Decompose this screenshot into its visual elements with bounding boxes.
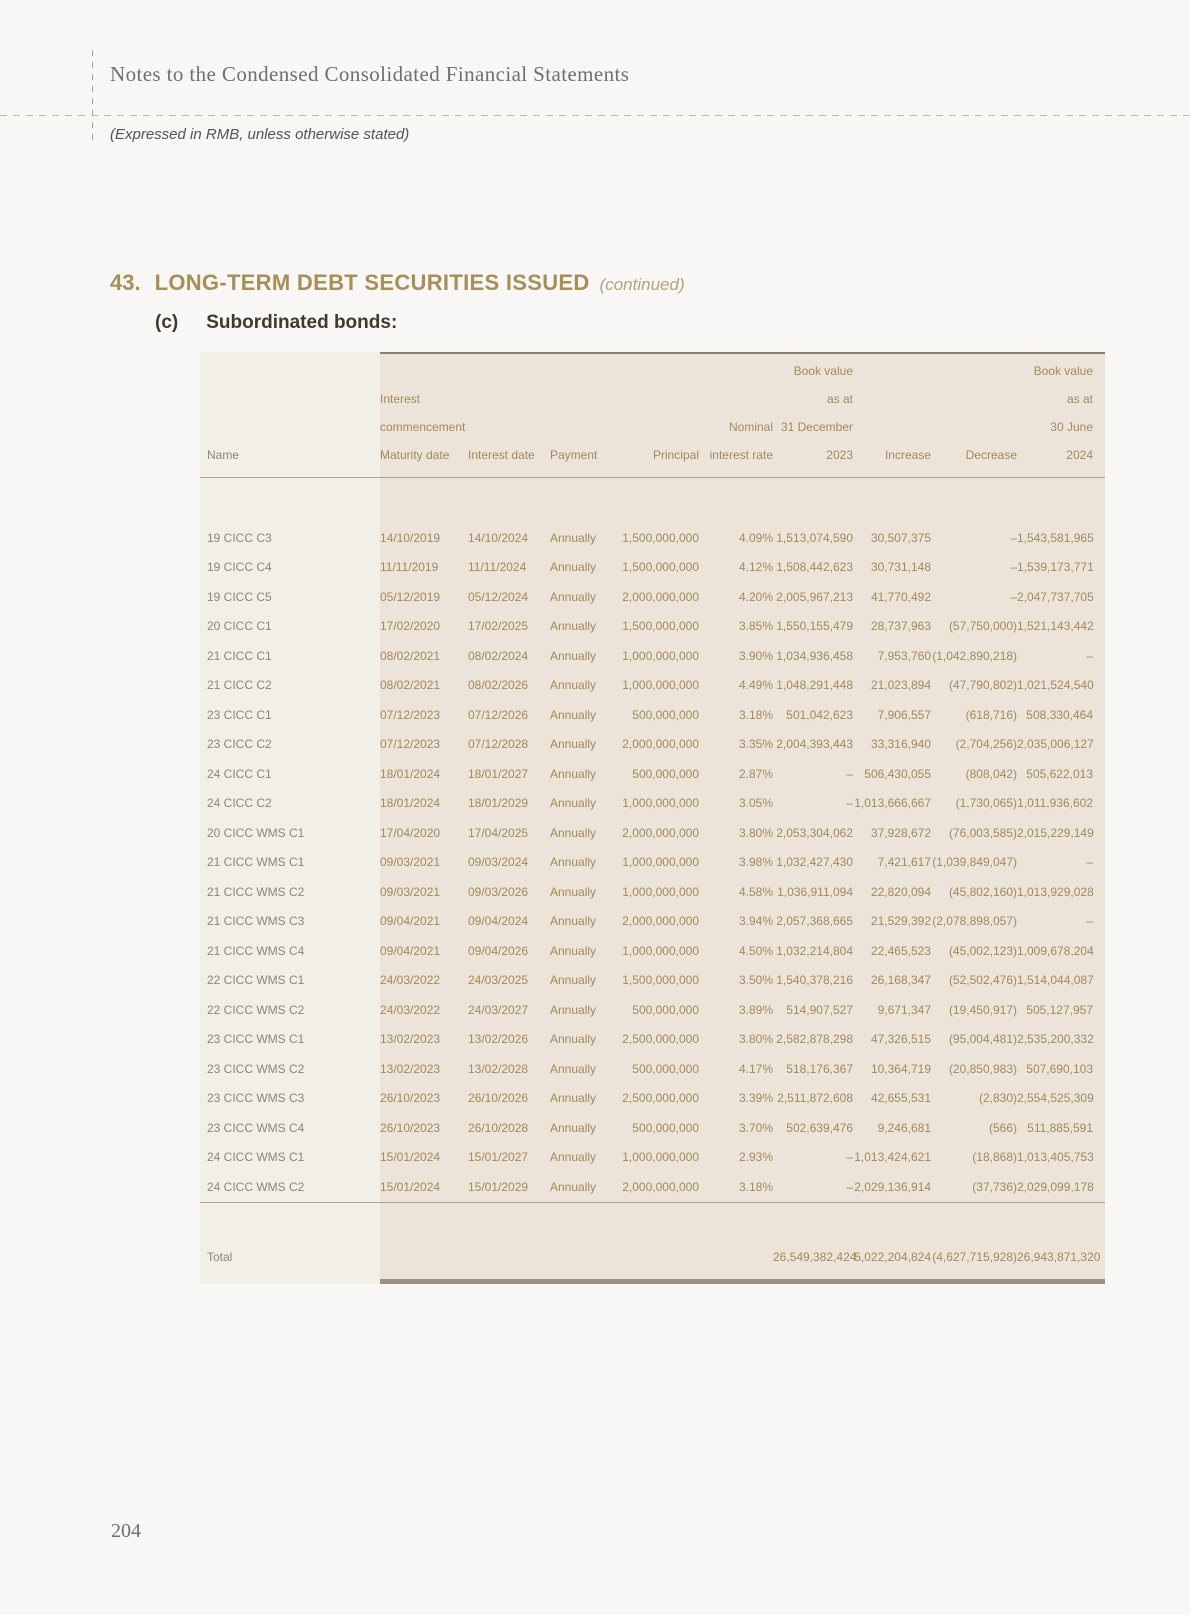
table-row xyxy=(200,818,1105,848)
cell-book-value-2024: – xyxy=(1086,914,1093,929)
table-body xyxy=(200,478,1105,1202)
cell-nominal-interest-rate: 3.50% xyxy=(738,973,773,988)
cell-principal: 1,000,000,000 xyxy=(622,884,699,899)
column-header-nominal-interest-rate: Nominal interest rate xyxy=(709,420,773,462)
cell-maturity-date: 26/10/2023 xyxy=(380,1120,441,1135)
cell-book-value-2024: 2,047,737,705 xyxy=(1017,589,1094,604)
table-row xyxy=(200,641,1105,671)
cell-maturity-date: 18/01/2024 xyxy=(380,766,441,781)
cell-increase: 7,421,617 xyxy=(877,855,931,870)
cell-book-value-2024: 507,690,103 xyxy=(1026,1061,1093,1076)
cell-increase: 10,364,719 xyxy=(870,1061,931,1076)
cell-maturity-date: 09/03/2021 xyxy=(380,855,441,870)
cell-principal: 500,000,000 xyxy=(632,707,699,722)
cell-interest-date: 24/03/2025 xyxy=(468,973,529,988)
column-header-interest-date: Interest date xyxy=(468,448,535,462)
table-row xyxy=(200,789,1105,819)
cell-bond-name: 23 CICC WMS C4 xyxy=(207,1120,305,1135)
cell-bond-name: 21 CICC WMS C1 xyxy=(207,855,305,870)
cell-bond-name: 24 CICC C1 xyxy=(207,766,272,781)
cell-principal: 1,000,000,000 xyxy=(622,678,699,693)
column-header-principal: Principal xyxy=(652,448,699,462)
cell-payment: Annually xyxy=(550,1002,597,1017)
table-row xyxy=(200,730,1105,760)
cell-book-value-2023: 2,057,368,665 xyxy=(776,914,853,929)
cell-book-value-2023: – xyxy=(846,766,853,781)
cell-book-value-2024: 1,009,678,204 xyxy=(1017,943,1094,958)
cell-interest-date: 14/10/2024 xyxy=(468,530,529,545)
cell-book-value-2024: 2,035,006,127 xyxy=(1017,737,1094,752)
cell-payment: Annually xyxy=(550,678,597,693)
cell-nominal-interest-rate: 2.87% xyxy=(738,766,773,781)
cell-book-value-2024: 2,535,200,332 xyxy=(1017,1032,1094,1047)
cell-maturity-date: 26/10/2023 xyxy=(380,1091,441,1106)
cell-book-value-2024: 1,539,173,771 xyxy=(1017,560,1094,575)
column-header-book-value-2024: Book value as at 30 June 2024 xyxy=(1033,364,1093,462)
cell-increase: 1,013,666,667 xyxy=(854,796,931,811)
cell-interest-date: 08/02/2024 xyxy=(468,648,529,663)
cell-maturity-date: 09/04/2021 xyxy=(380,943,441,958)
cell-payment: Annually xyxy=(550,737,597,752)
table-row xyxy=(200,700,1105,730)
cell-nominal-interest-rate: 3.70% xyxy=(738,1120,773,1135)
cell-decrease: (808,042) xyxy=(965,766,1017,781)
cell-book-value-2023: 1,036,911,094 xyxy=(777,884,853,899)
subsection-heading xyxy=(155,312,397,334)
cell-book-value-2023: 1,513,074,590 xyxy=(776,530,853,545)
cell-bond-name: 20 CICC C1 xyxy=(207,619,272,634)
cell-maturity-date: 08/02/2021 xyxy=(380,678,441,693)
subordinated-bonds-table xyxy=(200,352,1105,1284)
document-title: Notes to the Condensed Consolidated Financial Statements xyxy=(110,62,630,86)
cell-nominal-interest-rate: 3.85% xyxy=(738,619,773,634)
cell-maturity-date: 05/12/2019 xyxy=(380,589,441,604)
cell-interest-date: 26/10/2028 xyxy=(468,1120,529,1135)
cell-book-value-2024: 1,514,044,087 xyxy=(1017,973,1094,988)
cell-decrease: (19,450,917) xyxy=(948,1002,1017,1017)
cell-nominal-interest-rate: 3.05% xyxy=(738,796,773,811)
cell-decrease: (1,042,890,218) xyxy=(932,648,1017,663)
cell-interest-date: 13/02/2026 xyxy=(468,1032,529,1047)
cell-decrease: – xyxy=(1010,530,1017,545)
cell-principal: 1,000,000,000 xyxy=(622,648,699,663)
table-row xyxy=(200,1143,1105,1173)
cell-decrease: (1,730,065) xyxy=(955,796,1017,811)
cell-increase: 7,953,760 xyxy=(877,648,931,663)
cell-maturity-date: 09/03/2021 xyxy=(380,884,441,899)
total-book-value-2024: 26,943,871,320 xyxy=(1017,1250,1101,1265)
cell-increase: 506,430,055 xyxy=(864,766,931,781)
cell-interest-date: 15/01/2029 xyxy=(468,1179,529,1194)
table-row xyxy=(200,759,1105,789)
cell-interest-date: 18/01/2029 xyxy=(468,796,529,811)
cell-nominal-interest-rate: 4.09% xyxy=(738,530,773,545)
cell-interest-date: 11/11/2024 xyxy=(468,560,527,575)
cell-increase: 30,731,148 xyxy=(870,560,931,575)
cell-principal: 2,000,000,000 xyxy=(622,737,699,752)
cell-book-value-2023: 1,034,936,458 xyxy=(776,648,853,663)
cell-nominal-interest-rate: 4.58% xyxy=(738,884,773,899)
cell-book-value-2023: – xyxy=(846,1179,853,1194)
cell-payment: Annually xyxy=(550,766,597,781)
cell-payment: Annually xyxy=(550,1091,597,1106)
cell-increase: 26,168,347 xyxy=(870,973,931,988)
cell-maturity-date: 07/12/2023 xyxy=(380,707,441,722)
cell-bond-name: 19 CICC C3 xyxy=(207,530,272,545)
cell-book-value-2023: 1,540,378,216 xyxy=(776,973,853,988)
cell-book-value-2023: – xyxy=(846,796,853,811)
section-number: 43. xyxy=(110,270,141,295)
vertical-dashed-rule xyxy=(92,50,93,145)
cell-interest-date: 09/04/2026 xyxy=(468,943,529,958)
cell-bond-name: 19 CICC C5 xyxy=(207,589,272,604)
cell-decrease: (1,039,849,047) xyxy=(932,855,1017,870)
cell-interest-date: 15/01/2027 xyxy=(468,1150,529,1165)
cell-bond-name: 22 CICC WMS C1 xyxy=(207,973,305,988)
cell-maturity-date: 08/02/2021 xyxy=(380,648,441,663)
table-row xyxy=(200,612,1105,642)
cell-book-value-2024: 511,885,591 xyxy=(1027,1120,1093,1135)
cell-decrease: (566) xyxy=(988,1120,1017,1135)
cell-principal: 2,500,000,000 xyxy=(622,1032,699,1047)
cell-decrease: (2,078,898,057) xyxy=(932,914,1017,929)
cell-decrease: (20,850,983) xyxy=(948,1061,1017,1076)
cell-increase: 33,316,940 xyxy=(870,737,931,752)
cell-book-value-2023: 1,032,427,430 xyxy=(776,855,853,870)
cell-bond-name: 21 CICC WMS C2 xyxy=(207,884,305,899)
cell-increase: 47,326,515 xyxy=(870,1032,931,1047)
cell-increase: 21,023,894 xyxy=(870,678,931,693)
cell-payment: Annually xyxy=(550,825,597,840)
cell-payment: Annually xyxy=(550,589,597,604)
column-header-book-value-2023: Book value as at 31 December 2023 xyxy=(780,364,853,462)
cell-nominal-interest-rate: 3.80% xyxy=(738,825,773,840)
cell-book-value-2023: 2,004,393,443 xyxy=(776,737,853,752)
cell-bond-name: 23 CICC C1 xyxy=(207,707,272,722)
table-row xyxy=(200,966,1105,996)
cell-bond-name: 21 CICC C1 xyxy=(207,648,272,663)
cell-maturity-date: 15/01/2024 xyxy=(380,1179,441,1194)
cell-book-value-2024: – xyxy=(1086,648,1093,663)
cell-bond-name: 20 CICC WMS C1 xyxy=(207,825,305,840)
cell-payment: Annually xyxy=(550,973,597,988)
cell-nominal-interest-rate: 4.17% xyxy=(738,1061,773,1076)
cell-decrease: (57,750,000) xyxy=(948,619,1017,634)
cell-interest-date: 17/02/2025 xyxy=(468,619,529,634)
cell-book-value-2023: 2,511,872,608 xyxy=(777,1091,853,1106)
cell-bond-name: 23 CICC WMS C3 xyxy=(207,1091,305,1106)
table-footer xyxy=(200,1202,1105,1284)
cell-increase: 28,737,963 xyxy=(870,619,931,634)
cell-decrease: (2,830) xyxy=(978,1091,1017,1106)
page-number: 204 xyxy=(111,1520,141,1542)
cell-increase: 30,507,375 xyxy=(870,530,931,545)
cell-bond-name: 23 CICC WMS C1 xyxy=(207,1032,305,1047)
cell-nominal-interest-rate: 3.18% xyxy=(738,707,773,722)
cell-payment: Annually xyxy=(550,1120,597,1135)
cell-principal: 2,000,000,000 xyxy=(622,589,699,604)
table-header-row xyxy=(200,352,1105,478)
cell-increase: 9,246,681 xyxy=(877,1120,931,1135)
cell-nominal-interest-rate: 3.90% xyxy=(738,648,773,663)
cell-principal: 2,000,000,000 xyxy=(622,1179,699,1194)
cell-interest-date: 13/02/2028 xyxy=(468,1061,529,1076)
cell-bond-name: 22 CICC WMS C2 xyxy=(207,1002,305,1017)
table-row xyxy=(200,671,1105,701)
cell-interest-date: 09/03/2024 xyxy=(468,855,529,870)
cell-increase: 2,029,136,914 xyxy=(854,1179,931,1194)
cell-principal: 1,500,000,000 xyxy=(622,560,699,575)
cell-principal: 1,500,000,000 xyxy=(622,973,699,988)
total-row xyxy=(200,1243,1105,1273)
cell-bond-name: 19 CICC C4 xyxy=(207,560,272,575)
cell-maturity-date: 09/04/2021 xyxy=(380,914,441,929)
cell-book-value-2024: 1,013,405,753 xyxy=(1017,1150,1094,1165)
cell-payment: Annually xyxy=(550,619,597,634)
cell-interest-date: 09/03/2026 xyxy=(468,884,529,899)
cell-bond-name: 23 CICC WMS C2 xyxy=(207,1061,305,1076)
cell-nominal-interest-rate: 3.89% xyxy=(738,1002,773,1017)
cell-nominal-interest-rate: 4.50% xyxy=(738,943,773,958)
table-row xyxy=(200,1113,1105,1143)
cell-payment: Annually xyxy=(550,648,597,663)
cell-interest-date: 08/02/2026 xyxy=(468,678,529,693)
cell-decrease: – xyxy=(1010,589,1017,604)
cell-book-value-2023: 2,005,967,213 xyxy=(776,589,853,604)
cell-book-value-2024: 2,554,525,309 xyxy=(1017,1091,1094,1106)
cell-payment: Annually xyxy=(550,560,597,575)
cell-nominal-interest-rate: 4.12% xyxy=(738,560,773,575)
table-row xyxy=(200,995,1105,1025)
cell-increase: 1,013,424,621 xyxy=(854,1150,931,1165)
cell-principal: 2,000,000,000 xyxy=(622,914,699,929)
cell-principal: 500,000,000 xyxy=(632,766,699,781)
cell-decrease: (47,790,802) xyxy=(948,678,1017,693)
cell-maturity-date: 24/03/2022 xyxy=(380,973,441,988)
cell-book-value-2023: 1,508,442,623 xyxy=(776,560,853,575)
cell-payment: Annually xyxy=(550,943,597,958)
cell-nominal-interest-rate: 4.20% xyxy=(738,589,773,604)
cell-bond-name: 23 CICC C2 xyxy=(207,737,272,752)
subsection-label: (c) xyxy=(155,312,179,333)
cell-principal: 1,000,000,000 xyxy=(622,796,699,811)
cell-nominal-interest-rate: 3.80% xyxy=(738,1032,773,1047)
cell-principal: 1,500,000,000 xyxy=(622,619,699,634)
cell-principal: 1,500,000,000 xyxy=(622,530,699,545)
cell-decrease: (18,868) xyxy=(972,1150,1017,1165)
cell-payment: Annually xyxy=(550,707,597,722)
cell-nominal-interest-rate: 3.98% xyxy=(738,855,773,870)
currency-note: (Expressed in RMB, unless otherwise stated) xyxy=(110,126,410,143)
cell-interest-date: 17/04/2025 xyxy=(468,825,529,840)
cell-payment: Annually xyxy=(550,530,597,545)
cell-book-value-2023: 2,053,304,062 xyxy=(776,825,853,840)
cell-maturity-date: 13/02/2023 xyxy=(380,1032,441,1047)
cell-maturity-date: 24/03/2022 xyxy=(380,1002,441,1017)
cell-book-value-2024: 505,127,957 xyxy=(1026,1002,1093,1017)
column-header-payment: Payment xyxy=(550,448,598,462)
column-header-name: Name xyxy=(207,448,240,462)
table-row xyxy=(200,1084,1105,1114)
cell-increase: 37,928,672 xyxy=(870,825,931,840)
cell-increase: 22,465,523 xyxy=(870,943,931,958)
cell-decrease: (76,003,585) xyxy=(948,825,1017,840)
cell-payment: Annually xyxy=(550,855,597,870)
table-row xyxy=(200,848,1105,878)
cell-bond-name: 21 CICC C2 xyxy=(207,678,272,693)
cell-increase: 7,906,557 xyxy=(877,707,931,722)
section-continued-label: (continued) xyxy=(599,275,685,294)
cell-book-value-2023: – xyxy=(846,1150,853,1165)
cell-book-value-2024: 2,015,229,149 xyxy=(1017,825,1094,840)
cell-increase: 9,671,347 xyxy=(877,1002,931,1017)
cell-bond-name: 21 CICC WMS C4 xyxy=(207,943,305,958)
cell-decrease: (95,004,481) xyxy=(948,1032,1017,1047)
cell-interest-date: 24/03/2027 xyxy=(468,1002,529,1017)
cell-book-value-2024: 508,330,464 xyxy=(1026,707,1093,722)
cell-maturity-date: 18/01/2024 xyxy=(380,796,441,811)
horizontal-dashed-rule xyxy=(0,115,1190,116)
cell-increase: 41,770,492 xyxy=(870,589,931,604)
cell-nominal-interest-rate: 3.94% xyxy=(738,914,773,929)
cell-payment: Annually xyxy=(550,796,597,811)
cell-decrease: (618,716) xyxy=(965,707,1017,722)
table-row xyxy=(200,553,1105,583)
column-header-increase: Increase xyxy=(884,448,931,462)
cell-interest-date: 07/12/2028 xyxy=(468,737,529,752)
cell-book-value-2024: 505,622,013 xyxy=(1026,766,1093,781)
cell-decrease: (37,736) xyxy=(972,1179,1017,1194)
cell-nominal-interest-rate: 3.18% xyxy=(738,1179,773,1194)
column-header-maturity-date: Interest commencement Maturity date xyxy=(380,392,466,462)
cell-book-value-2023: 2,582,878,298 xyxy=(776,1032,853,1047)
section-heading xyxy=(110,270,685,296)
table-row xyxy=(200,1172,1105,1202)
cell-book-value-2023: 518,176,367 xyxy=(786,1061,853,1076)
cell-maturity-date: 15/01/2024 xyxy=(380,1150,441,1165)
cell-maturity-date: 07/12/2023 xyxy=(380,737,441,752)
cell-decrease: (45,802,160) xyxy=(948,884,1017,899)
cell-decrease: (52,502,476) xyxy=(948,973,1017,988)
cell-book-value-2024: 1,013,929,028 xyxy=(1017,884,1094,899)
cell-decrease: (45,002,123) xyxy=(948,943,1017,958)
cell-principal: 1,000,000,000 xyxy=(622,1150,699,1165)
table-row xyxy=(200,523,1105,553)
table-row xyxy=(200,1025,1105,1055)
total-decrease: (4,627,715,928) xyxy=(932,1250,1017,1265)
cell-payment: Annually xyxy=(550,1150,597,1165)
cell-payment: Annually xyxy=(550,1061,597,1076)
cell-bond-name: 24 CICC WMS C2 xyxy=(207,1179,305,1194)
cell-payment: Annually xyxy=(550,884,597,899)
column-header-decrease: Decrease xyxy=(965,448,1017,462)
cell-principal: 1,000,000,000 xyxy=(622,943,699,958)
table-content xyxy=(200,352,1105,1284)
table-row xyxy=(200,877,1105,907)
total-book-value-2023: 26,549,382,424 xyxy=(773,1250,857,1265)
cell-maturity-date: 11/11/2019 xyxy=(380,560,439,575)
cell-book-value-2024: 1,021,524,540 xyxy=(1017,678,1094,693)
table-row xyxy=(200,1054,1105,1084)
cell-decrease: – xyxy=(1010,560,1017,575)
cell-principal: 2,000,000,000 xyxy=(622,825,699,840)
cell-nominal-interest-rate: 3.35% xyxy=(738,737,773,752)
cell-nominal-interest-rate: 3.39% xyxy=(738,1091,773,1106)
cell-nominal-interest-rate: 2.93% xyxy=(738,1150,773,1165)
cell-book-value-2023: 1,032,214,804 xyxy=(776,943,853,958)
cell-maturity-date: 17/02/2020 xyxy=(380,619,441,634)
cell-payment: Annually xyxy=(550,914,597,929)
cell-book-value-2023: 1,550,155,479 xyxy=(776,619,853,634)
cell-principal: 500,000,000 xyxy=(632,1120,699,1135)
cell-increase: 22,820,094 xyxy=(870,884,931,899)
table-row xyxy=(200,907,1105,937)
cell-interest-date: 09/04/2024 xyxy=(468,914,529,929)
cell-maturity-date: 14/10/2019 xyxy=(380,530,441,545)
total-increase: 5,022,204,824 xyxy=(854,1250,931,1265)
subsection-title: Subordinated bonds: xyxy=(206,312,398,333)
cell-principal: 500,000,000 xyxy=(632,1002,699,1017)
cell-book-value-2023: 514,907,527 xyxy=(786,1002,853,1017)
cell-maturity-date: 17/04/2020 xyxy=(380,825,441,840)
cell-book-value-2024: – xyxy=(1086,855,1093,870)
cell-interest-date: 26/10/2026 xyxy=(468,1091,529,1106)
cell-book-value-2024: 1,543,581,965 xyxy=(1017,530,1094,545)
cell-book-value-2024: 1,521,143,442 xyxy=(1017,619,1094,634)
cell-interest-date: 07/12/2026 xyxy=(468,707,529,722)
cell-nominal-interest-rate: 4.49% xyxy=(738,678,773,693)
cell-payment: Annually xyxy=(550,1179,597,1194)
cell-maturity-date: 13/02/2023 xyxy=(380,1061,441,1076)
cell-book-value-2024: 1,011,936,602 xyxy=(1017,796,1093,811)
cell-book-value-2023: 1,048,291,448 xyxy=(776,678,853,693)
section-title: LONG-TERM DEBT SECURITIES ISSUED xyxy=(154,270,590,295)
cell-decrease: (2,704,256) xyxy=(955,737,1017,752)
cell-increase: 42,655,531 xyxy=(870,1091,931,1106)
table-row xyxy=(200,936,1105,966)
cell-principal: 1,000,000,000 xyxy=(622,855,699,870)
cell-interest-date: 18/01/2027 xyxy=(468,766,529,781)
cell-book-value-2023: 502,639,476 xyxy=(786,1120,853,1135)
cell-payment: Annually xyxy=(550,1032,597,1047)
cell-bond-name: 24 CICC WMS C1 xyxy=(207,1150,305,1165)
cell-bond-name: 24 CICC C2 xyxy=(207,796,272,811)
cell-interest-date: 05/12/2024 xyxy=(468,589,529,604)
cell-principal: 2,500,000,000 xyxy=(622,1091,699,1106)
cell-principal: 500,000,000 xyxy=(632,1061,699,1076)
cell-increase: 21,529,392 xyxy=(870,914,931,929)
total-label: Total xyxy=(207,1250,233,1265)
cell-bond-name: 21 CICC WMS C3 xyxy=(207,914,305,929)
cell-book-value-2023: 501,042,623 xyxy=(786,707,853,722)
cell-book-value-2024: 2,029,099,178 xyxy=(1017,1179,1094,1194)
table-row xyxy=(200,582,1105,612)
